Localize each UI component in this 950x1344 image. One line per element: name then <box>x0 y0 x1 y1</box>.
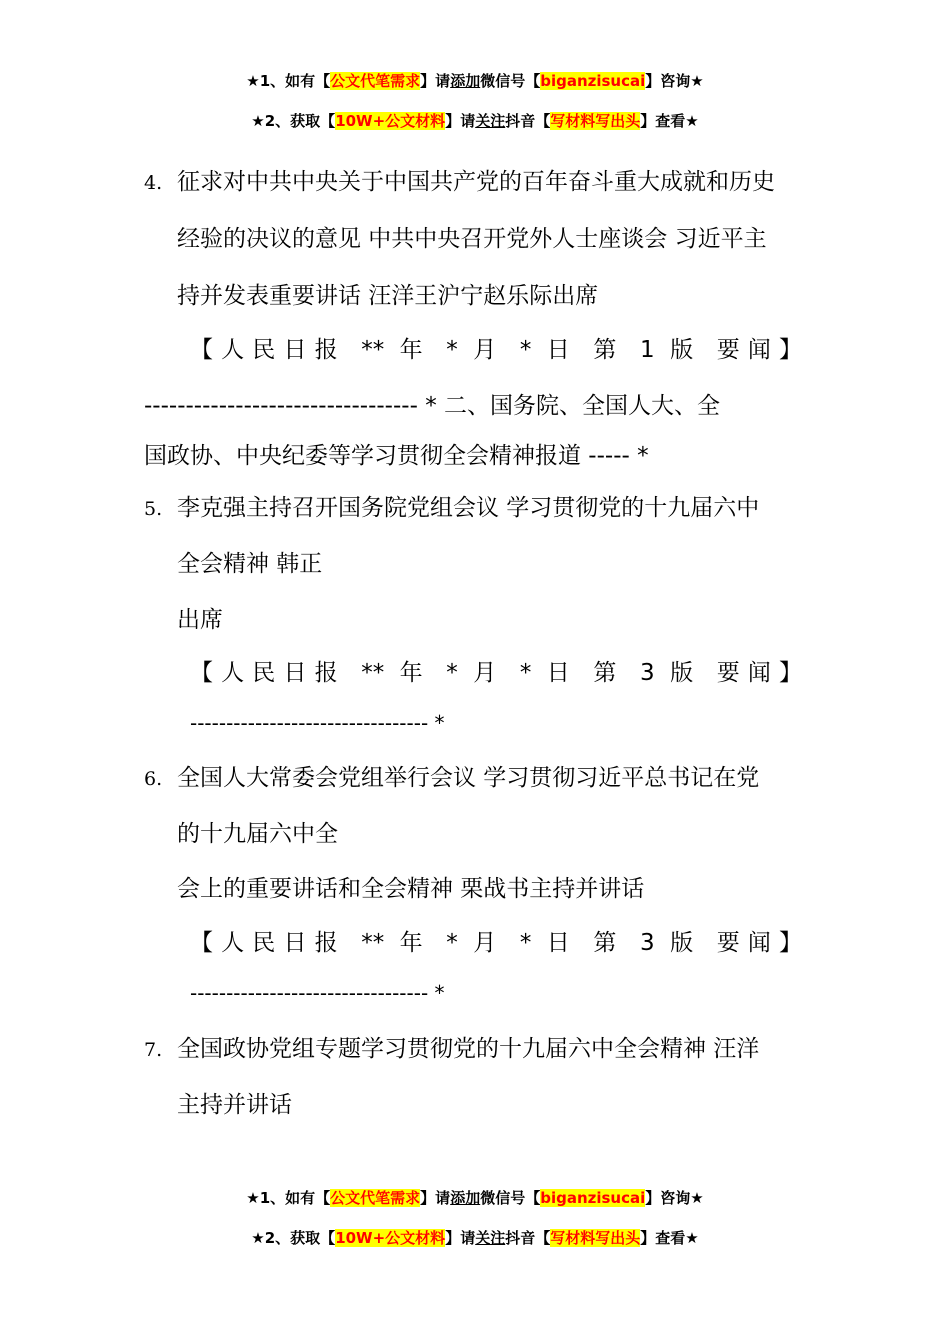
promo-highlight: 10W+公文材料 <box>335 1229 446 1247</box>
promo-text: 】咨询★ <box>645 1189 704 1207</box>
promo-text: 微信号【 <box>480 72 541 90</box>
promo-underline: 添加 <box>450 1189 481 1207</box>
header-promo-line-1 <box>0 70 950 92</box>
item-number: 6. <box>144 768 163 790</box>
promo-text: 】请 <box>445 1229 476 1247</box>
promo-text: ★1、如有【 <box>246 72 331 90</box>
promo-text: 微信号【 <box>480 1189 541 1207</box>
item-title-line: 主持并讲话 <box>177 1092 292 1118</box>
footer-promo-line-1 <box>0 1187 950 1209</box>
promo-underline: 关注 <box>475 1229 506 1247</box>
promo-highlight: 10W+公文材料 <box>335 112 446 130</box>
promo-text: 】查看★ <box>640 1229 699 1247</box>
item-title-line: 经验的决议的意见 中共中央召开党外人士座谈会 习近平主 <box>177 226 767 252</box>
item-title-line: 征求对中共中央关于中国共产党的百年奋斗重大成就和历史 <box>177 169 775 195</box>
item-title-line: 全国人大常委会党组举行会议 学习贯彻习近平总书记在党 <box>177 765 760 791</box>
promo-text: 】查看★ <box>640 112 699 130</box>
promo-text: 】请 <box>420 1189 451 1207</box>
item-title-line: 李克强主持召开国务院党组会议 学习贯彻党的十九届六中 <box>177 495 760 521</box>
item-title-line: 持并发表重要讲话 汪洋王沪宁赵乐际出席 <box>177 283 599 309</box>
promo-highlight: 公文代笔需求 <box>330 1189 421 1207</box>
promo-text: 】咨询★ <box>645 72 704 90</box>
item-title-line: 全会精神 韩正 <box>177 551 323 577</box>
promo-underline: 添加 <box>450 72 481 90</box>
item-number: 5. <box>144 498 163 520</box>
item-title-line: 全国政协党组专题学习贯彻党的十九届六中全会精神 汪洋 <box>177 1036 760 1062</box>
source-citation: 【人民日报 ** 年 * 月 * 日 第 1 版 要闻】 <box>190 337 802 363</box>
item-title-line: 出席 <box>177 607 223 633</box>
item-title-line: 会上的重要讲话和全会精神 栗战书主持并讲话 <box>177 876 645 902</box>
promo-highlight: biganzisucai <box>540 72 646 90</box>
section-divider: --------------------------------- * 二、国务院、全国人大、全 <box>144 393 720 419</box>
promo-highlight: 写材料写出头 <box>550 1229 641 1247</box>
promo-highlight: 公文代笔需求 <box>330 72 421 90</box>
promo-text: ★1、如有【 <box>246 1189 331 1207</box>
promo-text: ★2、获取【 <box>251 1229 336 1247</box>
promo-underline: 关注 <box>475 112 506 130</box>
promo-text: 】请 <box>445 112 476 130</box>
separator-line: --------------------------------- * <box>190 981 445 1005</box>
promo-highlight: biganzisucai <box>540 1189 646 1207</box>
promo-text: 抖音【 <box>505 112 551 130</box>
item-title-line: 的十九届六中全 <box>177 821 338 847</box>
item-number: 7. <box>144 1039 163 1061</box>
header-promo-line-2 <box>0 110 950 132</box>
promo-text: 】请 <box>420 72 451 90</box>
item-number: 4. <box>144 172 163 194</box>
promo-text: ★2、获取【 <box>251 112 336 130</box>
promo-text: 抖音【 <box>505 1229 551 1247</box>
source-citation: 【人民日报 ** 年 * 月 * 日 第 3 版 要闻】 <box>190 930 802 956</box>
separator-line: --------------------------------- * <box>190 711 445 735</box>
footer-promo-line-2 <box>0 1227 950 1249</box>
source-citation: 【人民日报 ** 年 * 月 * 日 第 3 版 要闻】 <box>190 660 802 686</box>
section-heading: 国政协、中央纪委等学习贯彻全会精神报道 ----- * <box>144 443 649 469</box>
promo-highlight: 写材料写出头 <box>550 112 641 130</box>
